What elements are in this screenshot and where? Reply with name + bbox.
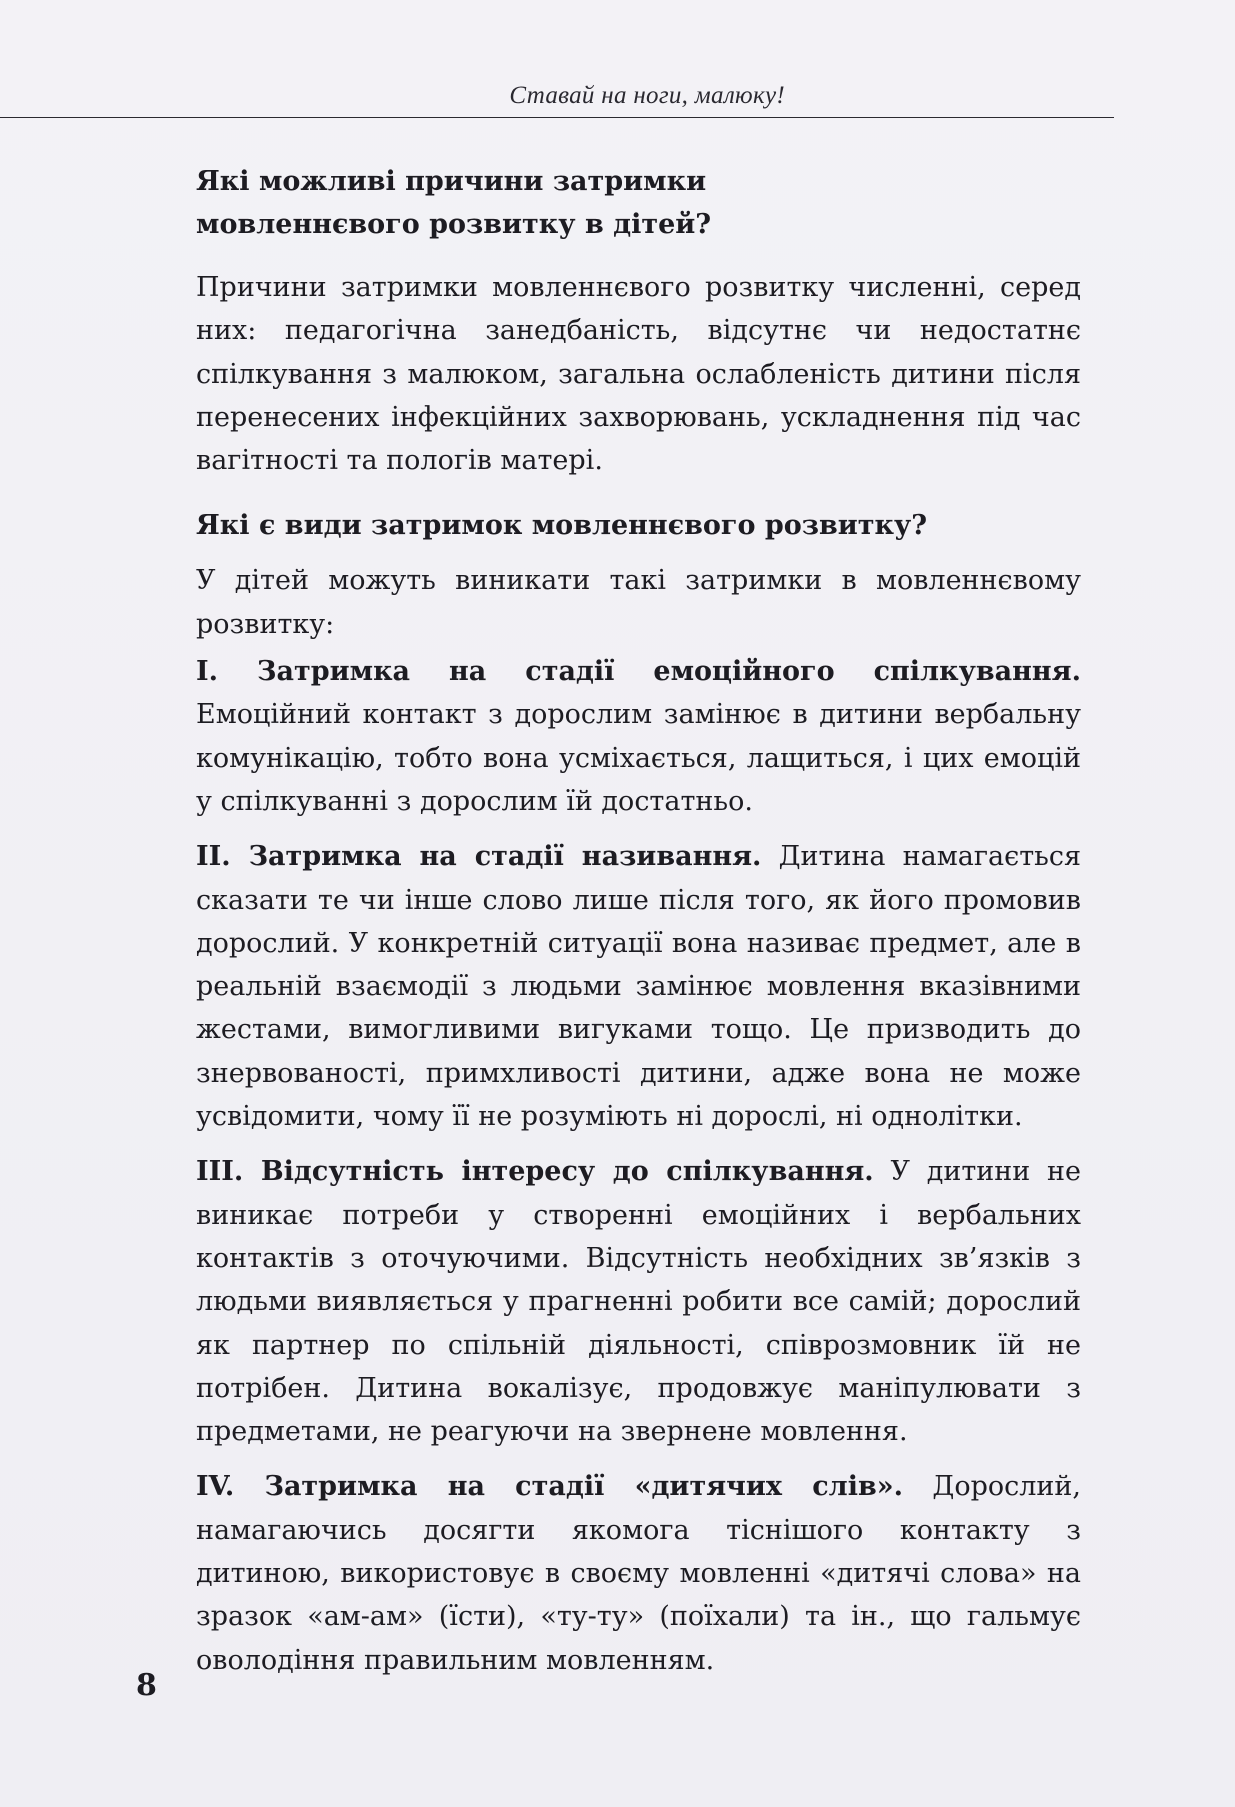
question-heading-causes: Які можливі причини затримки мовленнєвого розвитку в дітей? <box>196 166 712 240</box>
list-item-lead: IV. Затримка на стадії «дитячих слів». <box>196 1471 904 1503</box>
list-item-delay-3 <box>196 1150 1081 1453</box>
list-item-text: Емоційний контакт з дорослим замінює в дитини вербальну комунікацію, тобто вона усміхається, лащиться, і цих емоцій у спілкуванні з дорослим їй достатньо. <box>196 699 1081 817</box>
question-heading-types: Які є види затримок мовленнєвого розвитку? <box>196 510 928 542</box>
page-number: 8 <box>136 1668 157 1703</box>
header-rule <box>0 117 1114 118</box>
list-item-lead: ІІІ. Відсутність інтересу до спілкування. <box>196 1156 874 1188</box>
list-item-delay-2 <box>196 835 1081 1138</box>
page-content <box>196 160 1081 1682</box>
list-item-delay-4 <box>196 1465 1081 1681</box>
running-head: Ставай на ноги, малюку! <box>509 82 785 109</box>
paragraph-causes: Причини затримки мовленнєвого розвитку численні, серед них: педагогічна занедбаність, відсутнє чи недостатнє спілкування з малюком, загальна ослабленість дитини після перенесених інфекційних захворювань, ускладнення під час вагітності та пологів матері. <box>196 272 1081 477</box>
paragraph-types-intro: У дітей можуть виникати такі затримки в мовленнєвому розвитку: <box>196 565 1081 640</box>
list-item-lead: ІІ. Затримка на стадії називання. <box>196 841 762 873</box>
list-item-delay-1 <box>196 650 1081 823</box>
list-item-text: Дитина намагається сказати те чи інше слово лише після того, як його промовив дорослий. У конкретній ситуації вона називає предмет, але в реальній взаємодії з людьми замінює мовлення вказівними жестами, вимогливими вигуками тощо. Це призводить до знервованості, примхливості дитини, адже вона не може усвідомити, чому її не розуміють ні дорослі, ні однолітки. <box>196 841 1081 1133</box>
list-item-text: У дитини не виникає потреби у створенні емоційних і вербальних контактів з оточуючими. Відсутність необхідних зв’язків з людьми виявляється у прагненні робити все самій; дорослий як партнер по спільній діяльності, співрозмовник їй не потрібен. Дитина вокалізує, продовжує маніпулювати з предметами, не реагуючи на звернене мовлення. <box>196 1156 1081 1448</box>
list-item-text: Дорослий, намагаючись досягти якомога тіснішого контакту з дитиною, використовує в своєму мовленні «дитячі слова» на зразок «ам-ам» (їсти), «ту-ту» (поїхали) та ін., що гальмує оволодіння правильним мовленням. <box>196 1471 1081 1676</box>
list-item-lead: І. Затримка на стадії емоційного спілкування. <box>196 656 1081 688</box>
